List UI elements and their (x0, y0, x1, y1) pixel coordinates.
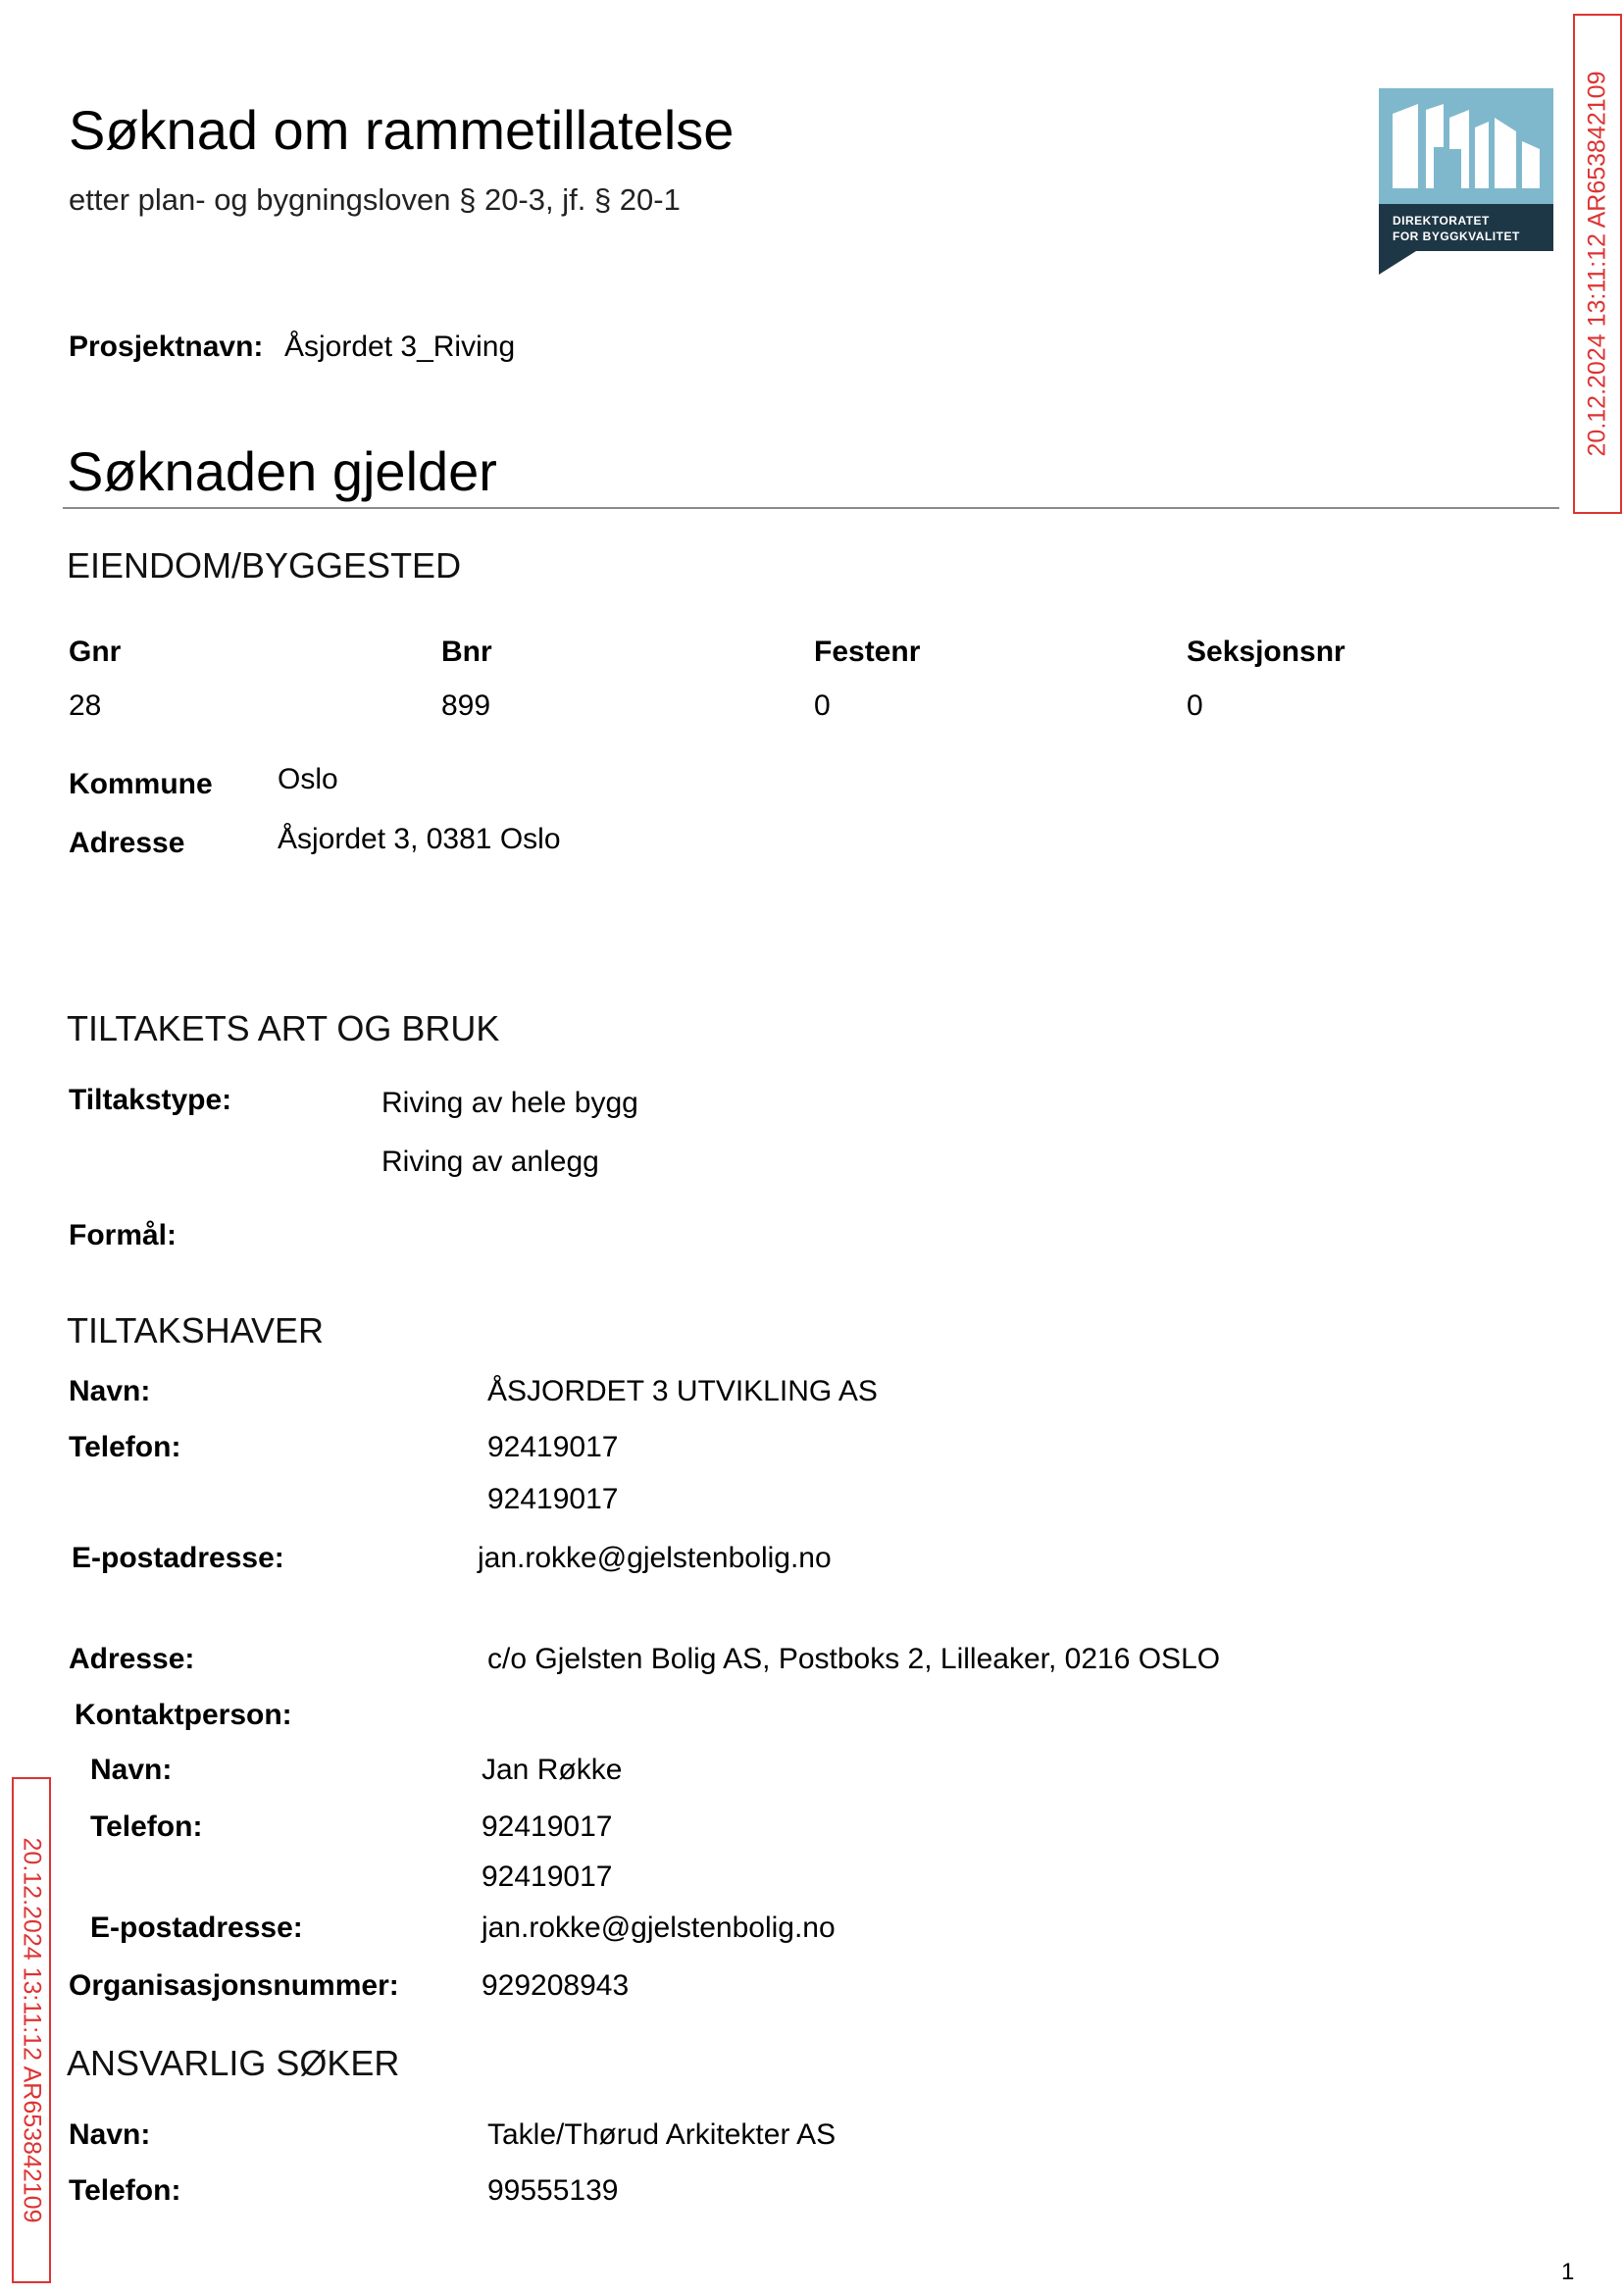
kontakt-epost-label: E-postadresse: (90, 1912, 303, 1944)
org-label: Organisasjonsnummer: (69, 1969, 399, 2002)
tiltak-heading: TILTAKETS ART OG BRUK (67, 1008, 500, 1048)
adresse-value: Åsjordet 3, 0381 Oslo (278, 823, 561, 855)
logo-bar (1379, 204, 1553, 251)
kontakt-telefon-label: Telefon: (90, 1810, 203, 1843)
kontakt-telefon-value-1: 92419017 (482, 1810, 613, 1843)
org-value: 929208943 (482, 1969, 630, 2002)
seksjonsnr-value: 0 (1187, 689, 1203, 722)
ansvarlig-navn-label: Navn: (69, 2118, 151, 2151)
tiltakshaver-telefon-value-1: 92419017 (487, 1431, 619, 1463)
formal-label: Formål: (69, 1219, 178, 1251)
ansvarlig-telefon-value: 99555139 (487, 2174, 619, 2207)
adresse-label: Adresse (69, 827, 185, 859)
bnr-label: Bnr (441, 636, 492, 668)
ansvarlig-telefon-label: Telefon: (69, 2174, 181, 2207)
project-value: Åsjordet 3_Riving (284, 331, 516, 363)
kontakt-epost-value: jan.rokke@gjelstenbolig.no (482, 1912, 836, 1944)
eiendom-heading: EIENDOM/BYGGESTED (67, 545, 462, 586)
tiltakshaver-adresse-value: c/o Gjelsten Bolig AS, Postboks 2, Lilleaker, 0216 OSLO (487, 1643, 1221, 1675)
tiltakshaver-telefon-value-2: 92419017 (487, 1483, 619, 1515)
project-label: Prosjektnavn: (69, 331, 264, 363)
logo-building-icon (1379, 88, 1553, 204)
date-stamp-right (1573, 14, 1622, 514)
tiltakshaver-epost-label: E-postadresse: (72, 1542, 284, 1574)
document-subtitle: etter plan- og bygningsloven § 20-3, jf. § 20-1 (69, 182, 681, 217)
tiltakshaver-navn-label: Navn: (69, 1375, 151, 1407)
section-divider (63, 507, 1559, 509)
kommune-label: Kommune (69, 768, 213, 800)
kontakt-navn-label: Navn: (90, 1754, 173, 1786)
date-stamp-left (12, 1777, 51, 2283)
ansvarlig-heading: ANSVARLIG SØKER (67, 2043, 400, 2083)
stamp-text: 20.12.2024 13:11:12 AR653842109 (18, 1837, 46, 2223)
kontakt-navn-value: Jan Røkke (482, 1754, 623, 1786)
tiltakshaver-telefon-label: Telefon: (69, 1431, 181, 1463)
logo-text-line2: FOR BYGGKVALITET (1393, 229, 1520, 243)
kommune-value: Oslo (278, 763, 338, 795)
seksjonsnr-label: Seksjonsnr (1187, 636, 1345, 668)
tiltakshaver-heading: TILTAKSHAVER (67, 1310, 325, 1351)
gnr-label: Gnr (69, 636, 122, 668)
festenr-value: 0 (814, 689, 831, 722)
section-title: Søknaden gjelder (67, 440, 497, 502)
stamp-text: 20.12.2024 13:11:12 AR653842109 (1583, 71, 1611, 457)
tiltakstype-value-1: Riving av hele bygg (381, 1087, 638, 1119)
tiltakstype-label: Tiltakstype: (69, 1084, 232, 1116)
kontakt-telefon-value-2: 92419017 (482, 1861, 613, 1893)
festenr-label: Festenr (814, 636, 921, 668)
tiltakshaver-navn-value: ÅSJORDET 3 UTVIKLING AS (487, 1375, 878, 1407)
ansvarlig-navn-value: Takle/Thørud Arkitekter AS (487, 2118, 837, 2151)
kontaktperson-label: Kontaktperson: (75, 1699, 292, 1731)
tiltakstype-value-2: Riving av anlegg (381, 1146, 599, 1178)
page-number: 1 (1561, 2259, 1575, 2285)
gnr-value: 28 (69, 689, 102, 722)
dibk-logo (1379, 88, 1553, 251)
tiltakshaver-epost-value: jan.rokke@gjelstenbolig.no (478, 1542, 832, 1574)
document-title: Søknad om rammetillatelse (69, 99, 735, 161)
bnr-value: 899 (441, 689, 491, 722)
logo-flag-tail (1379, 251, 1416, 275)
tiltakshaver-adresse-label: Adresse: (69, 1643, 195, 1675)
logo-text-line1: DIREKTORATET (1393, 214, 1490, 228)
